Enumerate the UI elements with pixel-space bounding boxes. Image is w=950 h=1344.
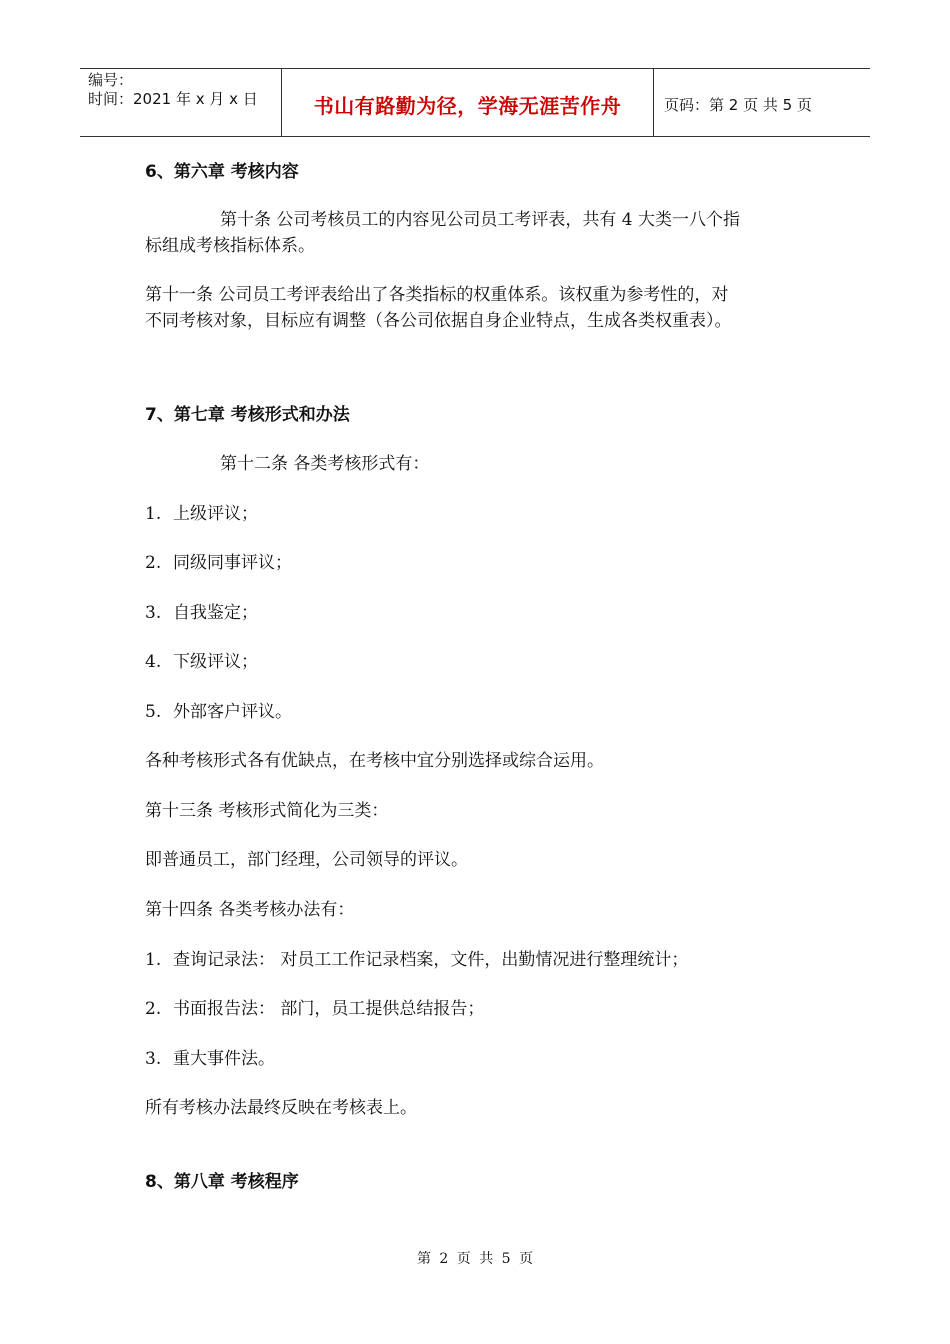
list-item-text: 上级评议； xyxy=(173,504,258,524)
list-item-text: 下级评议； xyxy=(173,652,258,672)
page-header xyxy=(80,68,870,137)
list-item xyxy=(145,999,484,1019)
date-label: 时间：2021 年 x 月 x 日 xyxy=(88,90,258,108)
list-item-text: 书面报告法： 部门，员工提供总结报告； xyxy=(173,999,485,1019)
list-item-number: 2. xyxy=(145,553,162,573)
article13: 第十三条 考核形式简化为三类： xyxy=(145,801,389,821)
header-meta xyxy=(80,69,282,136)
list-item-number: 1. xyxy=(145,504,162,524)
article10-line2: 标组成考核指标体系。 xyxy=(145,236,315,256)
article10-line1: 第十条 公司考核员工的内容见公司员工考评表，共有 4 大类一八个指 xyxy=(220,210,741,230)
list-item-number: 3. xyxy=(145,603,162,623)
article11-line1: 第十一条 公司员工考评表给出了各类指标的权重体系。该权重为参考性的，对 xyxy=(145,285,729,305)
list-item-number: 4. xyxy=(145,652,162,672)
list-item-text: 同级同事评议； xyxy=(173,553,292,573)
list-item xyxy=(145,950,688,970)
list-item-number: 1. xyxy=(145,950,162,970)
chapter6-title: 6、第六章 考核内容 xyxy=(145,162,299,182)
list-item-number: 5. xyxy=(145,702,162,722)
page-footer: 第 2 页 共 5 页 xyxy=(416,1251,534,1267)
list-item-text: 外部客户评议。 xyxy=(173,702,292,722)
list-item-text: 查询记录法： 对员工工作记录档案，文件，出勤情况进行整理统计； xyxy=(173,950,689,970)
methods-note: 所有考核办法最终反映在考核表上。 xyxy=(145,1098,417,1118)
header-motto: 书山有路勤为径，学海无涯苦作舟 xyxy=(282,69,654,136)
chapter8-title: 8、第八章 考核程序 xyxy=(145,1172,299,1192)
list-item-number: 2. xyxy=(145,999,162,1019)
header-page-info: 页码：第 2 页 共 5 页 xyxy=(664,95,812,114)
article14: 第十四条 各类考核办法有： xyxy=(145,900,355,920)
list-item-text: 自我鉴定； xyxy=(173,603,258,623)
list-item-text: 重大事件法。 xyxy=(173,1049,275,1069)
list-item xyxy=(145,553,292,573)
list-item xyxy=(145,652,258,672)
list-item xyxy=(145,504,258,524)
article11-line2: 不同考核对象，目标应有调整（各公司依据自身企业特点，生成各类权重表）。 xyxy=(145,311,732,331)
forms-note: 各种考核形式各有优缺点，在考核中宜分别选择或综合运用。 xyxy=(145,751,604,771)
article12: 第十二条 各类考核形式有： xyxy=(220,454,430,474)
list-item xyxy=(145,603,258,623)
chapter7-title: 7、第七章 考核形式和办法 xyxy=(145,405,350,425)
list-item xyxy=(145,1049,275,1069)
article13-detail: 即普通员工，部门经理，公司领导的评议。 xyxy=(145,850,468,870)
serial-label: 编号： xyxy=(88,71,134,89)
list-item-number: 3. xyxy=(145,1049,162,1069)
list-item xyxy=(145,702,292,722)
